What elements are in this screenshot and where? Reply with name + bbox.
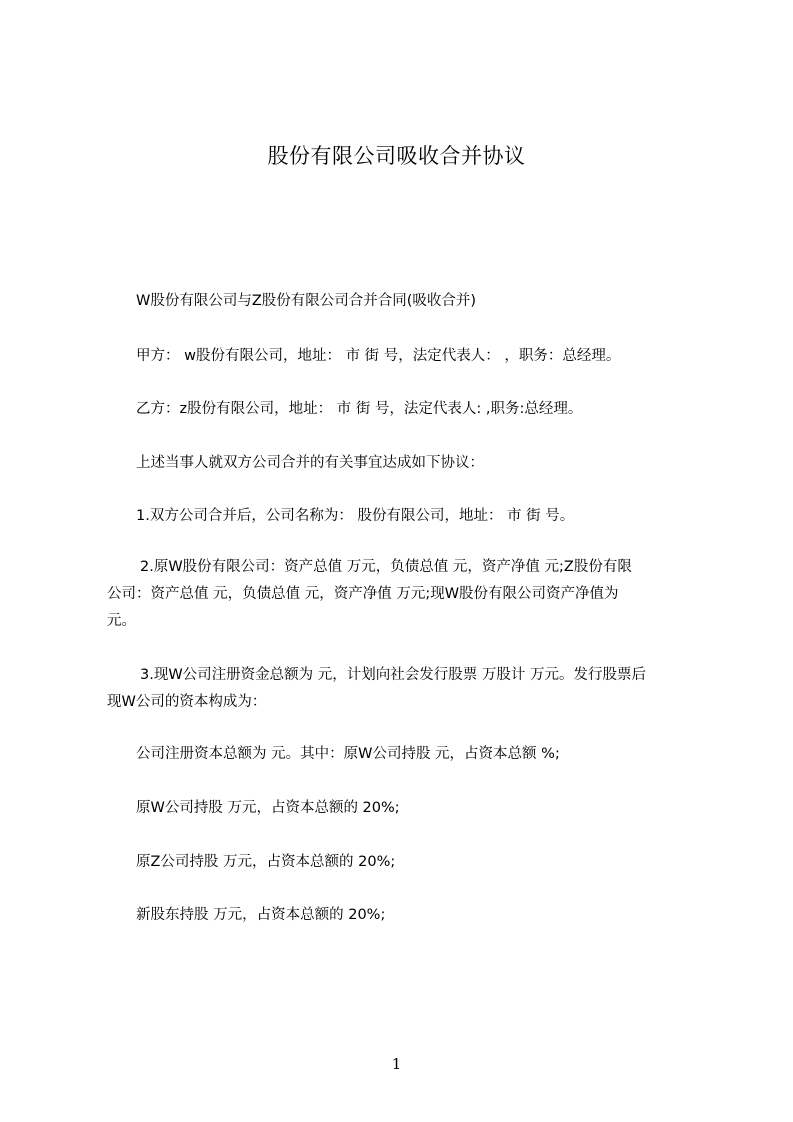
clause-3-line-2: 现W公司的资本构成为： xyxy=(107,694,267,710)
paragraph-contract-name: W股份有限公司与Z股份有限公司合并合同(吸收合并) xyxy=(136,293,477,309)
page-number: 1 xyxy=(391,1055,402,1073)
paragraph-w-holding: 原W公司持股 万元，占资本总额的 20%; xyxy=(136,800,400,816)
paragraph-clause-1: 1.双方公司合并后，公司名称为： 股份有限公司，地址： 市 街 号。 xyxy=(136,508,575,524)
paragraph-z-holding: 原Z公司持股 万元，占资本总额的 20%; xyxy=(136,854,396,870)
paragraph-party-b: 乙方：z股份有限公司，地址： 市 街 号，法定代表人: ,职务:总经理。 xyxy=(136,401,583,417)
clause-2-line-3: 元。 xyxy=(107,613,136,629)
paragraph-party-a: 甲方： w股份有限公司，地址： 市 街 号，法定代表人： ，职务：总经理。 xyxy=(136,348,621,364)
paragraph-preamble: 上述当事人就双方公司合并的有关事宜达成如下协议： xyxy=(136,455,484,471)
clause-3-line-1: 3.现W公司注册资金总额为 元，计划向社会发行股票 万股计 万元。发行股票后 xyxy=(140,667,646,683)
paragraph-new-shareholders: 新股东持股 万元，占资本总额的 20%; xyxy=(136,907,386,923)
paragraph-capital-total: 公司注册资本总额为 元。其中：原W公司持股 元，占资本总额 %; xyxy=(136,746,560,762)
clause-2-line-1: 2.原W股份有限公司：资产总值 万元，负债总值 元，资产净值 元;Z股份有限 xyxy=(140,559,632,575)
clause-2-line-2: 公司：资产总值 元，负债总值 元，资产净值 万元;现W股份有限公司资产净值为 xyxy=(107,586,619,602)
document-title: 股份有限公司吸收合并协议 xyxy=(267,144,526,168)
